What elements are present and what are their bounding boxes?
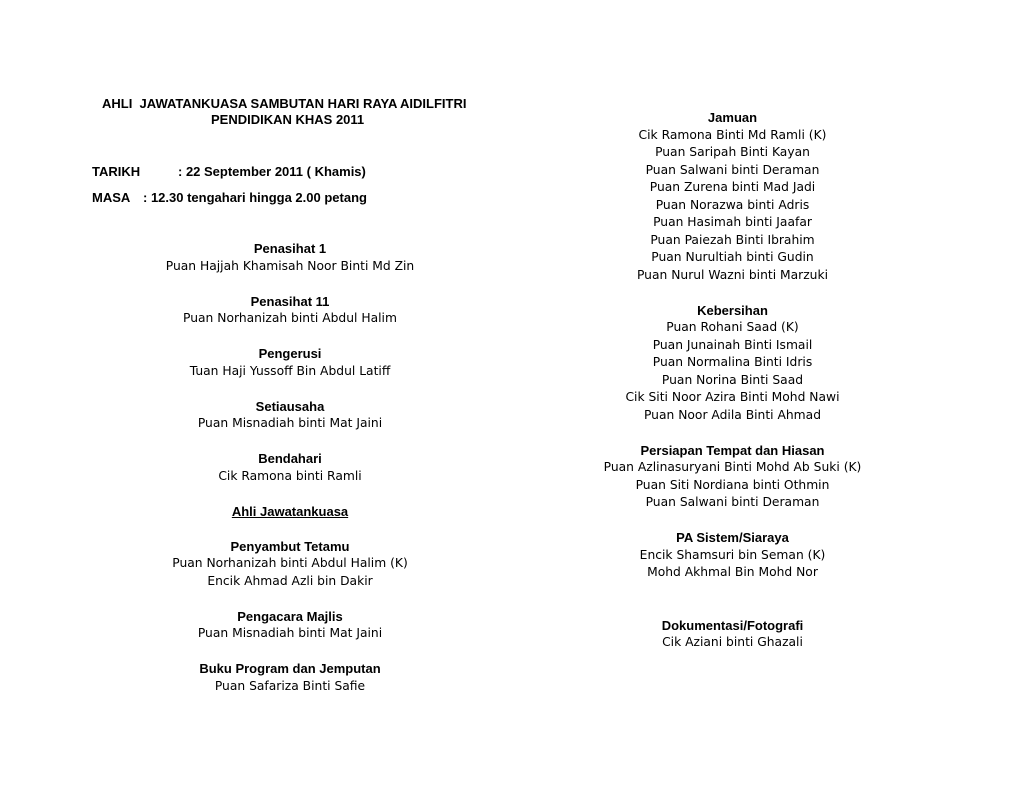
right-committee-column (580, 109, 885, 652)
member-name: Cik Aziani binti Ghazali (662, 635, 803, 649)
member-name: Tuan Haji Yussoff Bin Abdul Latiff (189, 363, 391, 378)
section-heading: Persiapan Tempat dan Hiasan (640, 442, 825, 458)
section-heading: PA Sistem/Siaraya (676, 530, 789, 545)
member-name: Puan Rohani Saad (K) (666, 320, 799, 334)
tarikh-value: : 22 September 2011 ( Khamis) (178, 164, 366, 179)
member-name: Puan Salwani binti Deraman (645, 162, 820, 177)
member-name: Puan Norhanizah binti Abdul Halim (183, 311, 397, 325)
member-name: Puan Norhanizah binti Abdul Halim (K) (172, 556, 408, 570)
member-name: Cik Siti Noor Azira Binti Mohd Nawi (625, 390, 840, 404)
member-name: Puan Misnadiah binti Mat Jaini (197, 626, 383, 640)
member-name: Puan Misnadiah binti Mat Jaini (197, 416, 383, 430)
masa-label: MASA (92, 190, 131, 205)
document-title-line-1: AHLI JAWATANKUASA SAMBUTAN HARI RAYA AIDILFITRI (102, 96, 467, 111)
member-name: Puan Zurena binti Mad Jadi (649, 180, 816, 194)
member-name: Puan Siti Nordiana binti Othmin (635, 477, 830, 492)
member-name: Puan Safariza Binti Safie (214, 678, 366, 693)
member-name: Puan Norazwa binti Adris (655, 197, 810, 212)
section-penyambut-tetamu (140, 538, 440, 591)
member-name: Encik Ahmad Azli bin Dakir (207, 573, 373, 588)
member-name: Puan Paiezah Binti Ibrahim (650, 232, 815, 247)
section-heading: Penyambut Tetamu (230, 538, 350, 554)
section-heading: Setiausaha (255, 398, 325, 414)
section-dokumentasi (580, 617, 885, 652)
member-name: Puan Junainah Binti Ismail (652, 337, 813, 352)
section-penasihat-1 (140, 240, 440, 275)
member-name: Puan Hasimah binti Jaafar (653, 215, 812, 229)
left-committee-column (140, 240, 440, 695)
member-name: Cik Ramona Binti Md Ramli (K) (638, 127, 827, 142)
section-heading: Pengerusi (258, 346, 322, 361)
member-name: Cik Ramona binti Ramli (218, 468, 362, 483)
section-heading: Jamuan (707, 110, 758, 125)
section-heading: Penasihat 1 (253, 241, 327, 256)
section-bendahari (140, 450, 440, 485)
member-name: Puan Saripah Binti Kayan (655, 145, 810, 159)
member-name: Puan Noor Adila Binti Ahmad (643, 407, 822, 422)
member-name: Puan Nurul Wazni binti Marzuki (636, 267, 829, 282)
section-ahli-jawatankuasa (140, 503, 440, 521)
member-name: Encik Shamsuri bin Seman (K) (639, 547, 826, 562)
member-name: Puan Nurultiah binti Gudin (651, 250, 814, 264)
document-title-line-2: PENDIDIKAN KHAS 2011 (211, 112, 365, 127)
member-name: Puan Norina Binti Saad (661, 372, 804, 387)
section-pa-sistem (580, 529, 885, 582)
member-name: Puan Azlinasuryani Binti Mohd Ab Suki (K) (603, 460, 862, 474)
section-heading: Penasihat 11 (250, 293, 330, 309)
section-jamuan (580, 109, 885, 284)
section-heading: Dokumentasi/Fotografi (661, 617, 804, 633)
member-name: Puan Salwani binti Deraman (645, 495, 820, 509)
member-name: Puan Hajjah Khamisah Noor Binti Md Zin (165, 258, 415, 273)
section-buku-program (140, 660, 440, 695)
section-persiapan-tempat (580, 442, 885, 512)
section-heading: Buku Program dan Jemputan (199, 661, 381, 676)
section-setiausaha (140, 398, 440, 433)
section-heading: Pengacara Majlis (237, 608, 343, 624)
member-name: Puan Normalina Binti Idris (652, 355, 813, 369)
section-penasihat-11 (140, 293, 440, 328)
section-heading-underlined: Ahli Jawatankuasa (231, 503, 349, 519)
member-name: Mohd Akhmal Bin Mohd Nor (647, 565, 818, 579)
masa-value: : 12.30 tengahari hingga 2.00 petang (143, 190, 367, 205)
section-kebersihan (580, 302, 885, 425)
section-pengacara-majlis (140, 608, 440, 643)
section-heading: Bendahari (258, 451, 322, 466)
section-pengerusi (140, 345, 440, 380)
tarikh-label: TARIKH (92, 164, 141, 179)
section-heading: Kebersihan (697, 302, 768, 318)
